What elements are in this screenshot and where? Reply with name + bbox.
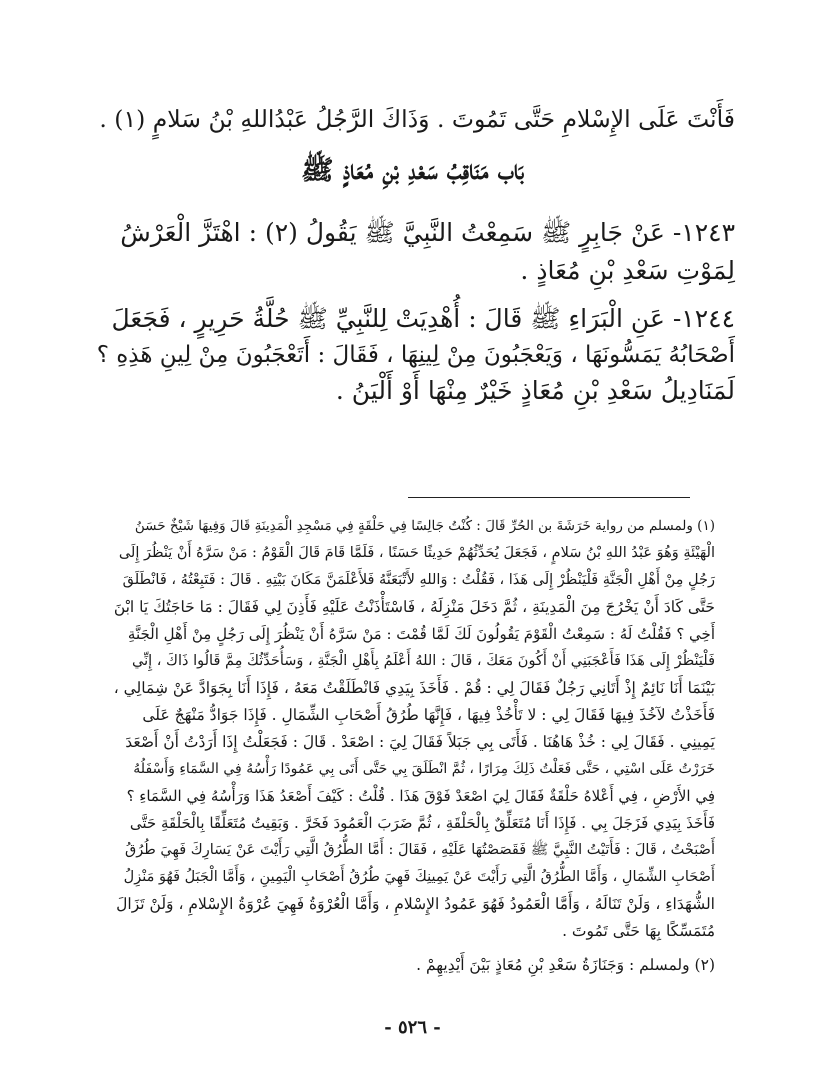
footnote-1-line: أَخِي ؟ فَقُلْتُ لَهُ : سَمِعْتُ الْقَوْمَ يَقُولُونَ لَكَ لَمَّا قُمْتَ : مَنْ سَرَّهُ أَنْ يَنْظُرَ إِلَى رَجُلٍ مِنْ أَهْلِ الْجَنَّةِ — [127, 625, 715, 643]
hadith-1244-line-2: أَصْحَابُهُ يَمَسُّونَهَا ، وَيَعْجَبُونَ مِنْ لِينِهَا ، فَقَالَ : أَتَعْجَبُونَ مِنْ لِينِ هَذِهِ ؟ — [96, 342, 735, 368]
hadith-1243-line-1: ١٢٤٣- عَنْ جَابِرٍ ﷺ سَمِعْتُ النَّبِيَّ ﷺ يَقُولُ (٢) : اهْتَزَّ الْعَرْشُ — [120, 218, 735, 247]
footnote-1-line: فَلْيَنْظُرْ إِلَى هَذَا فَأَعْجَبَنِي أَنْ أَكُونَ مَعَكَ ، قَالَ : اللهُ أَعْلَمُ بِأَهْلِ الْجَنَّةِ ، وَسَأُحَدِّثُكَ مِمَّ قَالُوا ذَاكَ ، إِنِّي — [132, 653, 715, 669]
footnote-1-line: بَيْنَمَا أَنَا نَائِمٌ إِذْ أَتَانِي رَجُلٌ فَقَالَ لِي : قُمْ . فَأَخَذَ بِيَدِي فَانْطَلَقْتُ مَعَهُ ، فَإِذَا أَنَا بِجَوَادَّ عَنْ شِمَالِي ، — [113, 679, 715, 697]
footnote-1-line: مُتَمَسِّكًا بِهَا حَتَّى تَمُوتَ . — [562, 922, 715, 940]
chapter-heading: بَاب مَنَاقِبُ سَعْدِ بْنِ مُعَاذٍ ﷺ — [300, 155, 524, 186]
hadith-1244-line-1: ١٢٤٤- عَنِ الْبَرَاءِ ﷺ قَالَ : أُهْدِيَتْ لِلنَّبِيِّ ﷺ حُلَّةُ حَرِيرٍ ، فَجَعَلَ — [111, 304, 735, 333]
footnote-1-line: حَتَّى كَادَ أَنْ يَخْرُجَ مِنَ الْمَدِينَةِ ، ثُمَّ دَخَلَ مَنْزِلَهُ ، فَاسْتَأْذَنْتُ عَلَيْهِ فَأَذِنَ لِي فَقَالَ : مَا حَاجَتُكَ يَا ابْنَ — [113, 598, 715, 616]
continuation-line: فَأَنْتَ عَلَى الإِسْلامِ حَتَّى تَمُوتَ . وَذَاكَ الرَّجُلُ عَبْدُاللهِ بْنُ سَلامٍ (١) . — [99, 105, 735, 133]
footnote-1-line: فَأَخَذَ بِيَدِي فَزَجَلَ بِي . فَإِذَا أَنَا مُتَعَلِّقٌ بِالْحَلْقَةِ ، ثُمَّ ضَرَبَ الْعَمُودَ فَخَرَّ . وَبَقِيتُ مُتَعَلِّقًا بِالْحَلْقَةِ حَتَّى — [129, 814, 715, 832]
footnote-1-line: الْهَيْئَةِ وَهُوَ عَبْدُ اللهِ بْنُ سَلامٍ ، فَجَعَلَ يُحَدِّثُهُمْ حَدِيثًا حَسَنًا ، فَلَمَّا قَامَ قَالَ الْقَوْمُ : مَنْ سَرَّهُ أَنْ يَنْظُرَ إِلَى — [118, 545, 715, 561]
footnote-1-line: الشُّهَدَاءِ ، وَلَنْ تَنَالَهُ ، وَأَمَّا الْعَمُودُ فَهُوَ عَمُودُ الإِسْلامِ ، وَأَمَّا الْعُرْوَةُ فَهِيَ عُرْوَةُ الإِسْلامِ ، وَلَنْ تَزَالَ — [116, 895, 715, 913]
footnote-1-line: أَصْبَحْتُ ، قَالَ : فَأَتَيْتُ النَّبِيَّ ﷺ فَقَصَصْتُهَا عَلَيْهِ ، فَقَالَ : أَمَّا الطُّرُقُ الَّتِي رَأَيْتَ عَنْ يَسَارِكَ فَهِيَ طُرُقُ — [125, 842, 715, 858]
footnote-1-line: أَصْحَابِ الشِّمَالِ ، وَأَمَّا الطُّرُقُ الَّتِي رَأَيْتَ عَنْ يَمِينِكَ فَهِيَ طُرُقُ أَصْحَابِ الْيَمِينِ ، وَأَمَّا الْجَبَلُ فَهُوَ مَنْزِلُ — [123, 869, 715, 885]
footnote-1-line: خَرَرْتُ عَلَى اسْتِي ، حَتَّى فَعَلْتُ ذَلِكَ مِرَارًا ، ثُمَّ انْطَلَقَ بِي حَتَّى أَتَى بِي عَمُودًا رَأْسُهُ فِي السَّمَاءِ وَأَسْفَلُهُ — [133, 761, 715, 777]
footnote-1-line: فَأَخَذْتُ لآخُذَ فِيهَا فَقَالَ لِي : لا تَأْخُذْ فِيهَا ، فَإِنَّهَا طُرُقُ أَصْحَابِ الشِّمَالِ . فَإِذَا جَوَادُّ مَنْهَجٌ عَلَى — [142, 706, 715, 724]
hadith-1244-line-3: لَمَنَادِيلُ سَعْدِ بْنِ مُعَاذٍ خَيْرٌ مِنْهَا أَوْ أَلْيَنُ . — [335, 376, 735, 405]
hadith-1243-line-2: لِمَوْتِ سَعْدِ بْنِ مُعَاذٍ . — [520, 256, 735, 285]
footnote-1-line: يَمِينِي . فَقَالَ لِي : خُذْ هَاهُنَا . فَأَتَى بِي جَبَلاً فَقَالَ لِيَ : اصْعَدْ . قَالَ : فَجَعَلْتُ إِذَا أَرَدْتُ أَنْ أَصْعَدَ — [125, 733, 715, 751]
footnote-1-line: (١) ولمسلم من رواية خَرَشَةَ بن الحُرِّ قَالَ : كُنْتُ جَالِسًا فِي حَلْقَةٍ فِي مَسْجِدِ الْمَدِينَةِ قَالَ وَفِيهَا شَيْخٌ حَسَنُ — [134, 518, 715, 534]
footnote-separator — [408, 497, 690, 498]
footnote-2-line: (٢) ولمسلم : وَجَنَازَةُ سَعْدِ بْنِ مُعَاذٍ بَيْنَ أَيْدِيهِمْ . — [416, 956, 715, 974]
footnote-1-line: فِي الأَرْضِ ، فِي أَعْلاهُ حَلْقَةٌ فَقَالَ لِيَ اصْعَدْ فَوْقَ هَذَا . قُلْتُ : كَيْفَ أَصْعَدُ هَذَا وَرَأْسُهُ فِي السَّمَاءِ ؟ — [126, 787, 715, 805]
page-number: - ٥٢٦ - — [384, 1017, 441, 1038]
footnote-1-line: رَجُلٍ مِنْ أَهْلِ الْجَنَّةِ فَلْيَنْظُرْ إِلَى هَذَا ، فَقُلْتُ : وَاللهِ لأَتْبَعَنَّهُ فَلأَعْلَمَنَّ مَكَانَ بَيْتِهِ . قَالَ : فَتَبِعْتُهُ ، فَانْطَلَقَ — [122, 572, 715, 588]
